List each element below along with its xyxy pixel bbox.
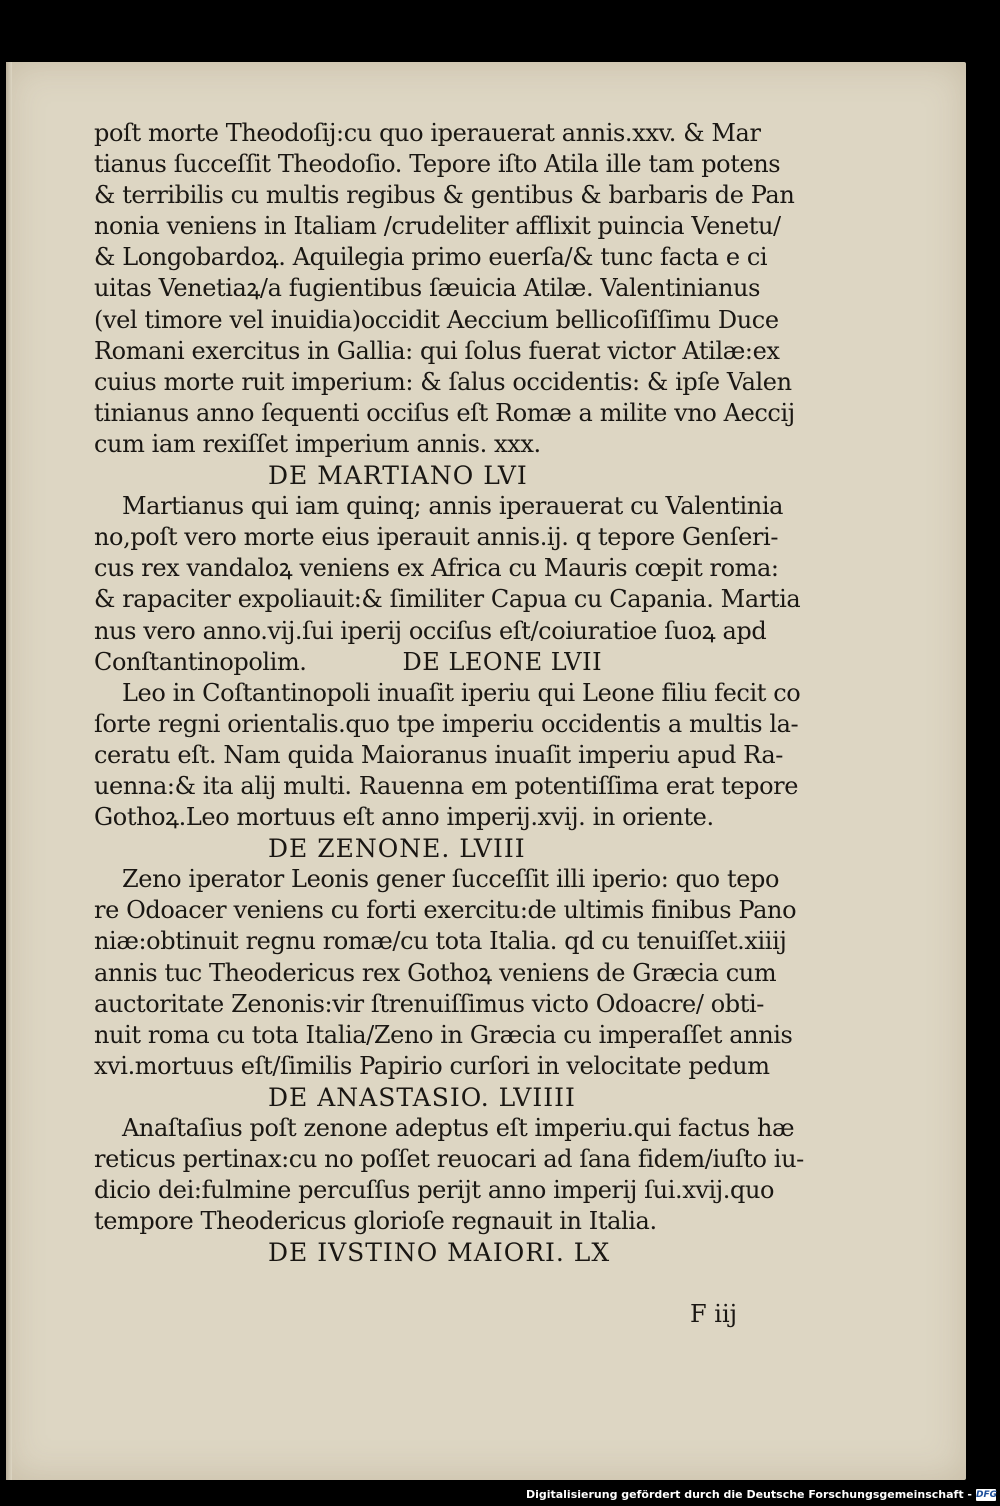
text-line: nuit roma cu tota Italia/Zeno in Græcia cu imperaſſet annis (94, 1020, 793, 1049)
text-line: ſorte regni orientalis.quo tpe imperiu occidentis a multis la- (94, 709, 799, 738)
text-line: Anaſtaſius poſt zenone adeptus eſt imperiu.qui factus hæ (122, 1114, 795, 1142)
text-fragment: Conſtantinopolim. (94, 647, 307, 676)
text-line: annis tuc Theodericus rex Gothoꝝ veniens de Græcia cum (94, 958, 777, 987)
text-line: Romani exercitus in Gallia: qui ſolus fuerat victor Atilæ:ex (94, 336, 780, 365)
text-line: tinianus anno ſequenti occiſus eſt Romæ a milite vno Aeccij (94, 398, 795, 427)
text-line: Gothoꝝ.Leo mortuus eſt anno imperij.xvij. in oriente. (94, 803, 714, 832)
text-line: & Longobardoꝝ. Aquilegia primo euerſa/& tunc facta e ci (94, 243, 768, 272)
text-line: Martianus qui iam quinq; annis iperauerat cu Valentinia (122, 492, 784, 521)
text-line-with-heading (94, 647, 794, 678)
chapter-heading-zenone: DE ZENONE. LVIII (268, 834, 526, 864)
text-line: cum iam rexiſſet imperium annis. xxx. (94, 429, 541, 458)
text-line: tempore Theodericus glorioſe regnauit in Italia. (94, 1207, 657, 1236)
text-line: re Odoacer veniens cu forti exercitu:de ultimis finibus Pano (94, 896, 797, 925)
text-line: & rapaciter expoliauit:& ſimiliter Capua cu Capania. Martia (94, 585, 801, 614)
chapter-heading-iustino: DE IVSTINO MAIORI. LX (268, 1238, 611, 1268)
text-line: nonia veniens in Italiam /crudeliter afflixit puincia Venetu/ (94, 212, 781, 241)
text-line: tianus ſucceſſit Theodoſio. Tepore iſto Atila ille tam potens (94, 150, 781, 179)
text-line: & terribilis cu multis regibus & gentibus & barbaris de Pan (94, 181, 795, 210)
chapter-heading-leone: DE LEONE LVII (402, 647, 603, 676)
text-line: uitas Venetiaꝝ/a fugientibus ſæuicia Atilæ. Valentinianus (94, 274, 760, 303)
text-line: nus vero anno.vij.ſui iperij occiſus eſt/coiuratioe ſuoꝝ apd (94, 616, 767, 645)
chapter-heading-anastasio: DE ANASTASIO. LVIIII (268, 1082, 576, 1112)
dfg-logo-icon: DFG (976, 1490, 998, 1500)
text-line: uenna:& ita alij multi. Rauenna em potentiſſima erat tepore (94, 771, 799, 800)
text-line: no,poſt vero morte eius iperauit annis.ij. q tepore Genſeri- (94, 523, 779, 552)
text-line: ceratu eſt. Nam quida Maioranus inuaſit imperiu apud Ra- (94, 740, 784, 769)
text-line: dicio dei:fulmine percuſſus perijt anno imperij ſui.xvij.quo (94, 1176, 775, 1205)
text-line: Zeno iperator Leonis gener ſucceſſit illi iperio: quo tepo (122, 865, 780, 894)
text-line: auctoritate Zenonis:vir ſtrenuiſſimus victo Odoacre/ obti- (94, 989, 764, 1018)
text-line: xvi.mortuus eſt/ſimilis Papirio curſori in velocitate pedum (94, 1051, 770, 1080)
digitization-credit: Digitalisierung gefördert durch die Deutsche Forschungsgemeinschaft - (525, 1488, 972, 1501)
text-line: (vel timore vel inuidia)occidit Aeccium bellicoſiſſimu Duce (94, 305, 779, 334)
folio-signature: F iij (690, 1300, 738, 1328)
text-line: poſt morte Theodoſij:cu quo iperauerat annis.xxv. & Mar (94, 119, 761, 147)
text-line: cus rex vandaloꝝ veniens ex Africa cu Mauris cœpit roma: (94, 554, 779, 583)
chapter-heading-martiano: DE MARTIANO LVI (268, 461, 528, 491)
text-line: reticus pertinax:cu no poſſet reuocari ad ſana fidem/iuſto iu- (94, 1145, 804, 1174)
page-text (94, 118, 804, 1268)
page-edge (6, 62, 12, 1480)
text-line: Leo in Coſtantinopoli inuaſit iperiu qui Leone filiu fecit co (122, 678, 801, 707)
text-line: cuius morte ruit imperium: & ſalus occidentis: & ipſe Valen (94, 367, 792, 396)
text-line: niæ:obtinuit regnu romæ/cu tota Italia. qd cu tenuiſſet.xiiij (94, 927, 787, 956)
